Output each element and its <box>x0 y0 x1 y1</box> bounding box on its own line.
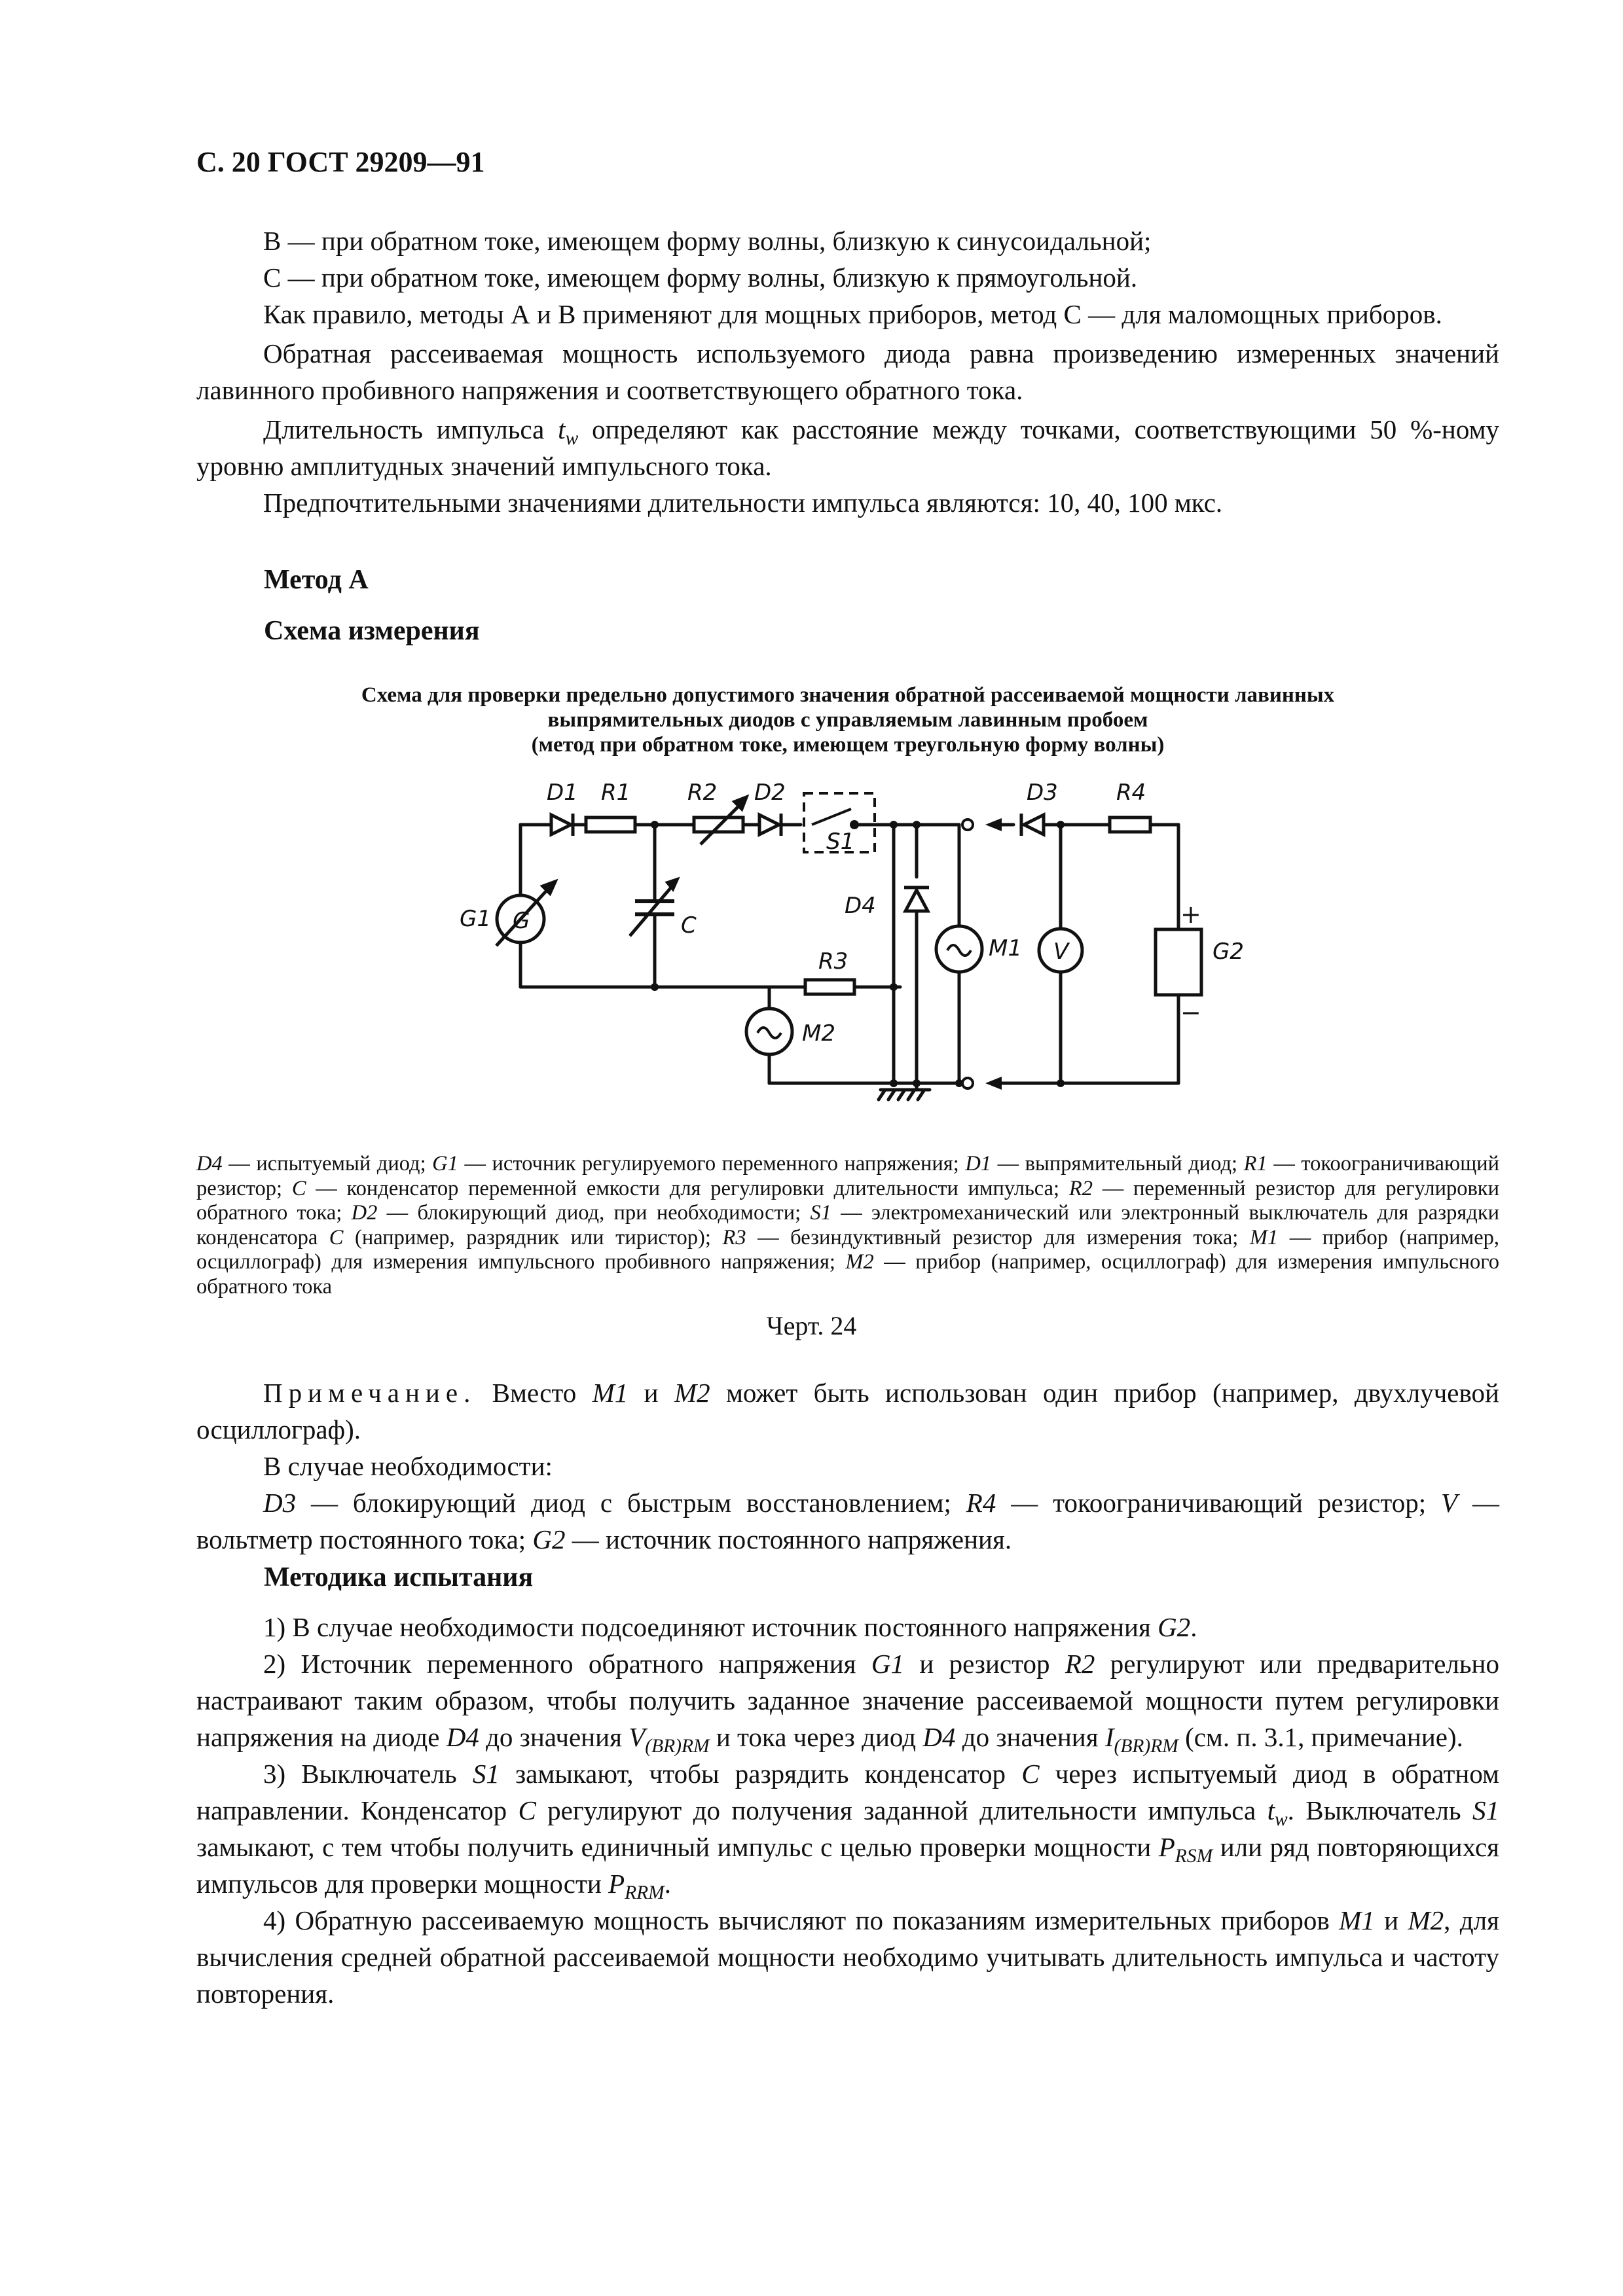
r4-label: R4 <box>1116 780 1146 806</box>
g1-label: G1 <box>460 906 491 932</box>
duration-paragraph: Длительность импульса $t_w$ определяют как расстояние между точками, соответствующими 50 %-ному уровню амплитудных значений импульсного тока. <box>196 414 1500 481</box>
step-3: 3) Выключатель S1 замыкают, чтобы разрядить конденсатор C через испытуемый диод в обратном направлении. Конденсатор C регулируют до получения заданной длительности импульса $t_w$. Выключатель S1 замыкают, с тем чтобы получить единичный импульс с целью проверки мощности $P_{RSM}$ или ряд повторяющихся импульсов для проверки мощности $P_{RRM}$. <box>196 1759 1500 1903</box>
m1-label: M1 <box>989 935 1022 961</box>
d3-diode-symbol <box>1021 814 1044 836</box>
v-label: V <box>1053 939 1069 965</box>
power-definition-paragraph: Обратная рассеиваемая мощность используемого диода равна произведению измеренных значений лавинного пробивного напряжения и соответствующего обратного тока. <box>196 338 1499 405</box>
g2-source-symbol <box>1156 929 1201 995</box>
r3-label: R3 <box>818 948 848 975</box>
c-label: C <box>681 912 697 939</box>
s1-label: S1 <box>826 829 855 855</box>
note-if-needed: В случае необходимости: <box>263 1451 553 1481</box>
m2-label: M2 <box>802 1020 835 1047</box>
step-1: 1) В случае необходимости подсоединяют источник постоянного напряжения G2. <box>263 1612 1197 1642</box>
g1-inner-label: G <box>513 908 530 934</box>
d2-diode-symbol <box>759 814 781 836</box>
g2-minus-label: − <box>1180 998 1201 1027</box>
step-4: 4) Обратную рассеиваемую мощность вычисляют по показаниям измерительных приборов M1 и M2, для вычисления средней обратной рассеиваемой мощности необходимо учитывать длительность импульса и частоту повторения. <box>196 1905 1499 2009</box>
legend-item-g1: G1 — источник регулируемого переменного напряжения; <box>432 1152 966 1175</box>
d1-label: D1 <box>547 780 578 806</box>
g2-plus-label: + <box>1180 900 1201 929</box>
r1-label: R1 <box>601 780 631 806</box>
legend-item-d4: D4 — испытуемый диод; <box>196 1152 433 1175</box>
d4-label: D4 <box>845 893 876 919</box>
note-block <box>196 1374 1499 1558</box>
method-b-item: В — при обратном токе, имеющем форму волны, близкую к синусоидальной; <box>263 226 1152 256</box>
procedure-steps <box>196 1609 1499 2012</box>
legend-item-r3: R3 — безиндуктивный резистор для измерения тока; <box>722 1225 1250 1249</box>
legend-item-c2: C (например, разрядник или тиристор); <box>329 1225 723 1249</box>
methods-rule-paragraph: Как правило, методы А и В применяют для мощных приборов, метод С — для маломощных приборов. <box>263 299 1442 329</box>
r1-resistor-symbol <box>586 817 635 832</box>
g2-label: G2 <box>1213 939 1244 965</box>
method-c-item: С — при обратном токе, имеющем форму волны, близкую к прямоугольной. <box>263 262 1138 293</box>
r3-resistor-symbol <box>805 980 854 994</box>
d3-label: D3 <box>1027 780 1058 806</box>
legend-item-d2: D2 — блокирующий диод, при необходимости; <box>351 1201 811 1225</box>
m2-meter-symbol <box>746 1009 792 1054</box>
legend-item-r2: R2 — переменный резистор для регулировки обратного тока; <box>196 1176 1499 1225</box>
d2-label: D2 <box>754 780 786 806</box>
note-optional-components: D3 — блокирующий диод с быстрым восстановлением; R4 — токоограничивающий резистор; V — вольтметр постоянного тока; G2 — источник постоянного напряжения. <box>196 1488 1499 1554</box>
preferred-values-paragraph: Предпочтительными значениями длительности импульса являются: 10, 40, 100 мкс. <box>263 488 1223 518</box>
r2-label: R2 <box>687 780 718 806</box>
circuit-legend <box>196 1152 1499 1299</box>
procedure-heading: Методика испытания <box>264 1562 534 1592</box>
step-2: 2) Источник переменного обратного напряжения G1 и резистор R2 регулируют или предварительно настраивают таким образом, чтобы получить заданное значение рассеиваемой мощности путем регулировки напряжения на диоде D4 до значения $V_{(BR)RM}$ и тока через диод D4 до значения $I_{(BR)RM}$ (см. п. 3.1, примечание). <box>196 1649 1499 1757</box>
m1-meter-symbol <box>936 926 982 972</box>
figure-caption: Черт. 24 <box>766 1311 857 1340</box>
legend-item-m2: M2 — прибор (например, осциллограф) для измерения импульсного обратного тока <box>196 1250 1500 1299</box>
d4-diode-symbol <box>904 888 929 911</box>
r4-resistor-symbol <box>1110 817 1150 832</box>
legend-item-c: C — конденсатор переменной емкости для регулировки длительности импульса; <box>291 1176 1069 1200</box>
legend-item-d1: D1 — выпрямительный диод; <box>965 1152 1244 1175</box>
legend-item-s1: S1 — электромеханический или электронный выключатель для разрядки конденсатора <box>196 1201 1500 1249</box>
legend-item-r1: R1 — токоограничивающий резистор; <box>196 1152 1500 1200</box>
scheme-heading: Схема измерения <box>264 616 480 646</box>
legend-item-m1: M1 — прибор (например, осциллограф) для измерения импульсного пробивного напряжения; <box>196 1225 1500 1274</box>
page-header: С. 20 ГОСТ 29209—91 <box>196 146 485 178</box>
note-paragraph: Примечание. Вместо M1 и M2 может быть использован один прибор (например, двухлучевой осциллограф). <box>196 1378 1499 1444</box>
method-a-heading: Метод А <box>264 565 369 595</box>
d1-diode-symbol <box>551 814 573 836</box>
circuit-title: Схема для проверки предельно допустимого значения обратной рассеиваемой мощности лавинных выпрямительных диодов с управляемым лавинным пробоем (метод при обратном токе, имеющем треугольную форму волны) <box>361 683 1335 757</box>
